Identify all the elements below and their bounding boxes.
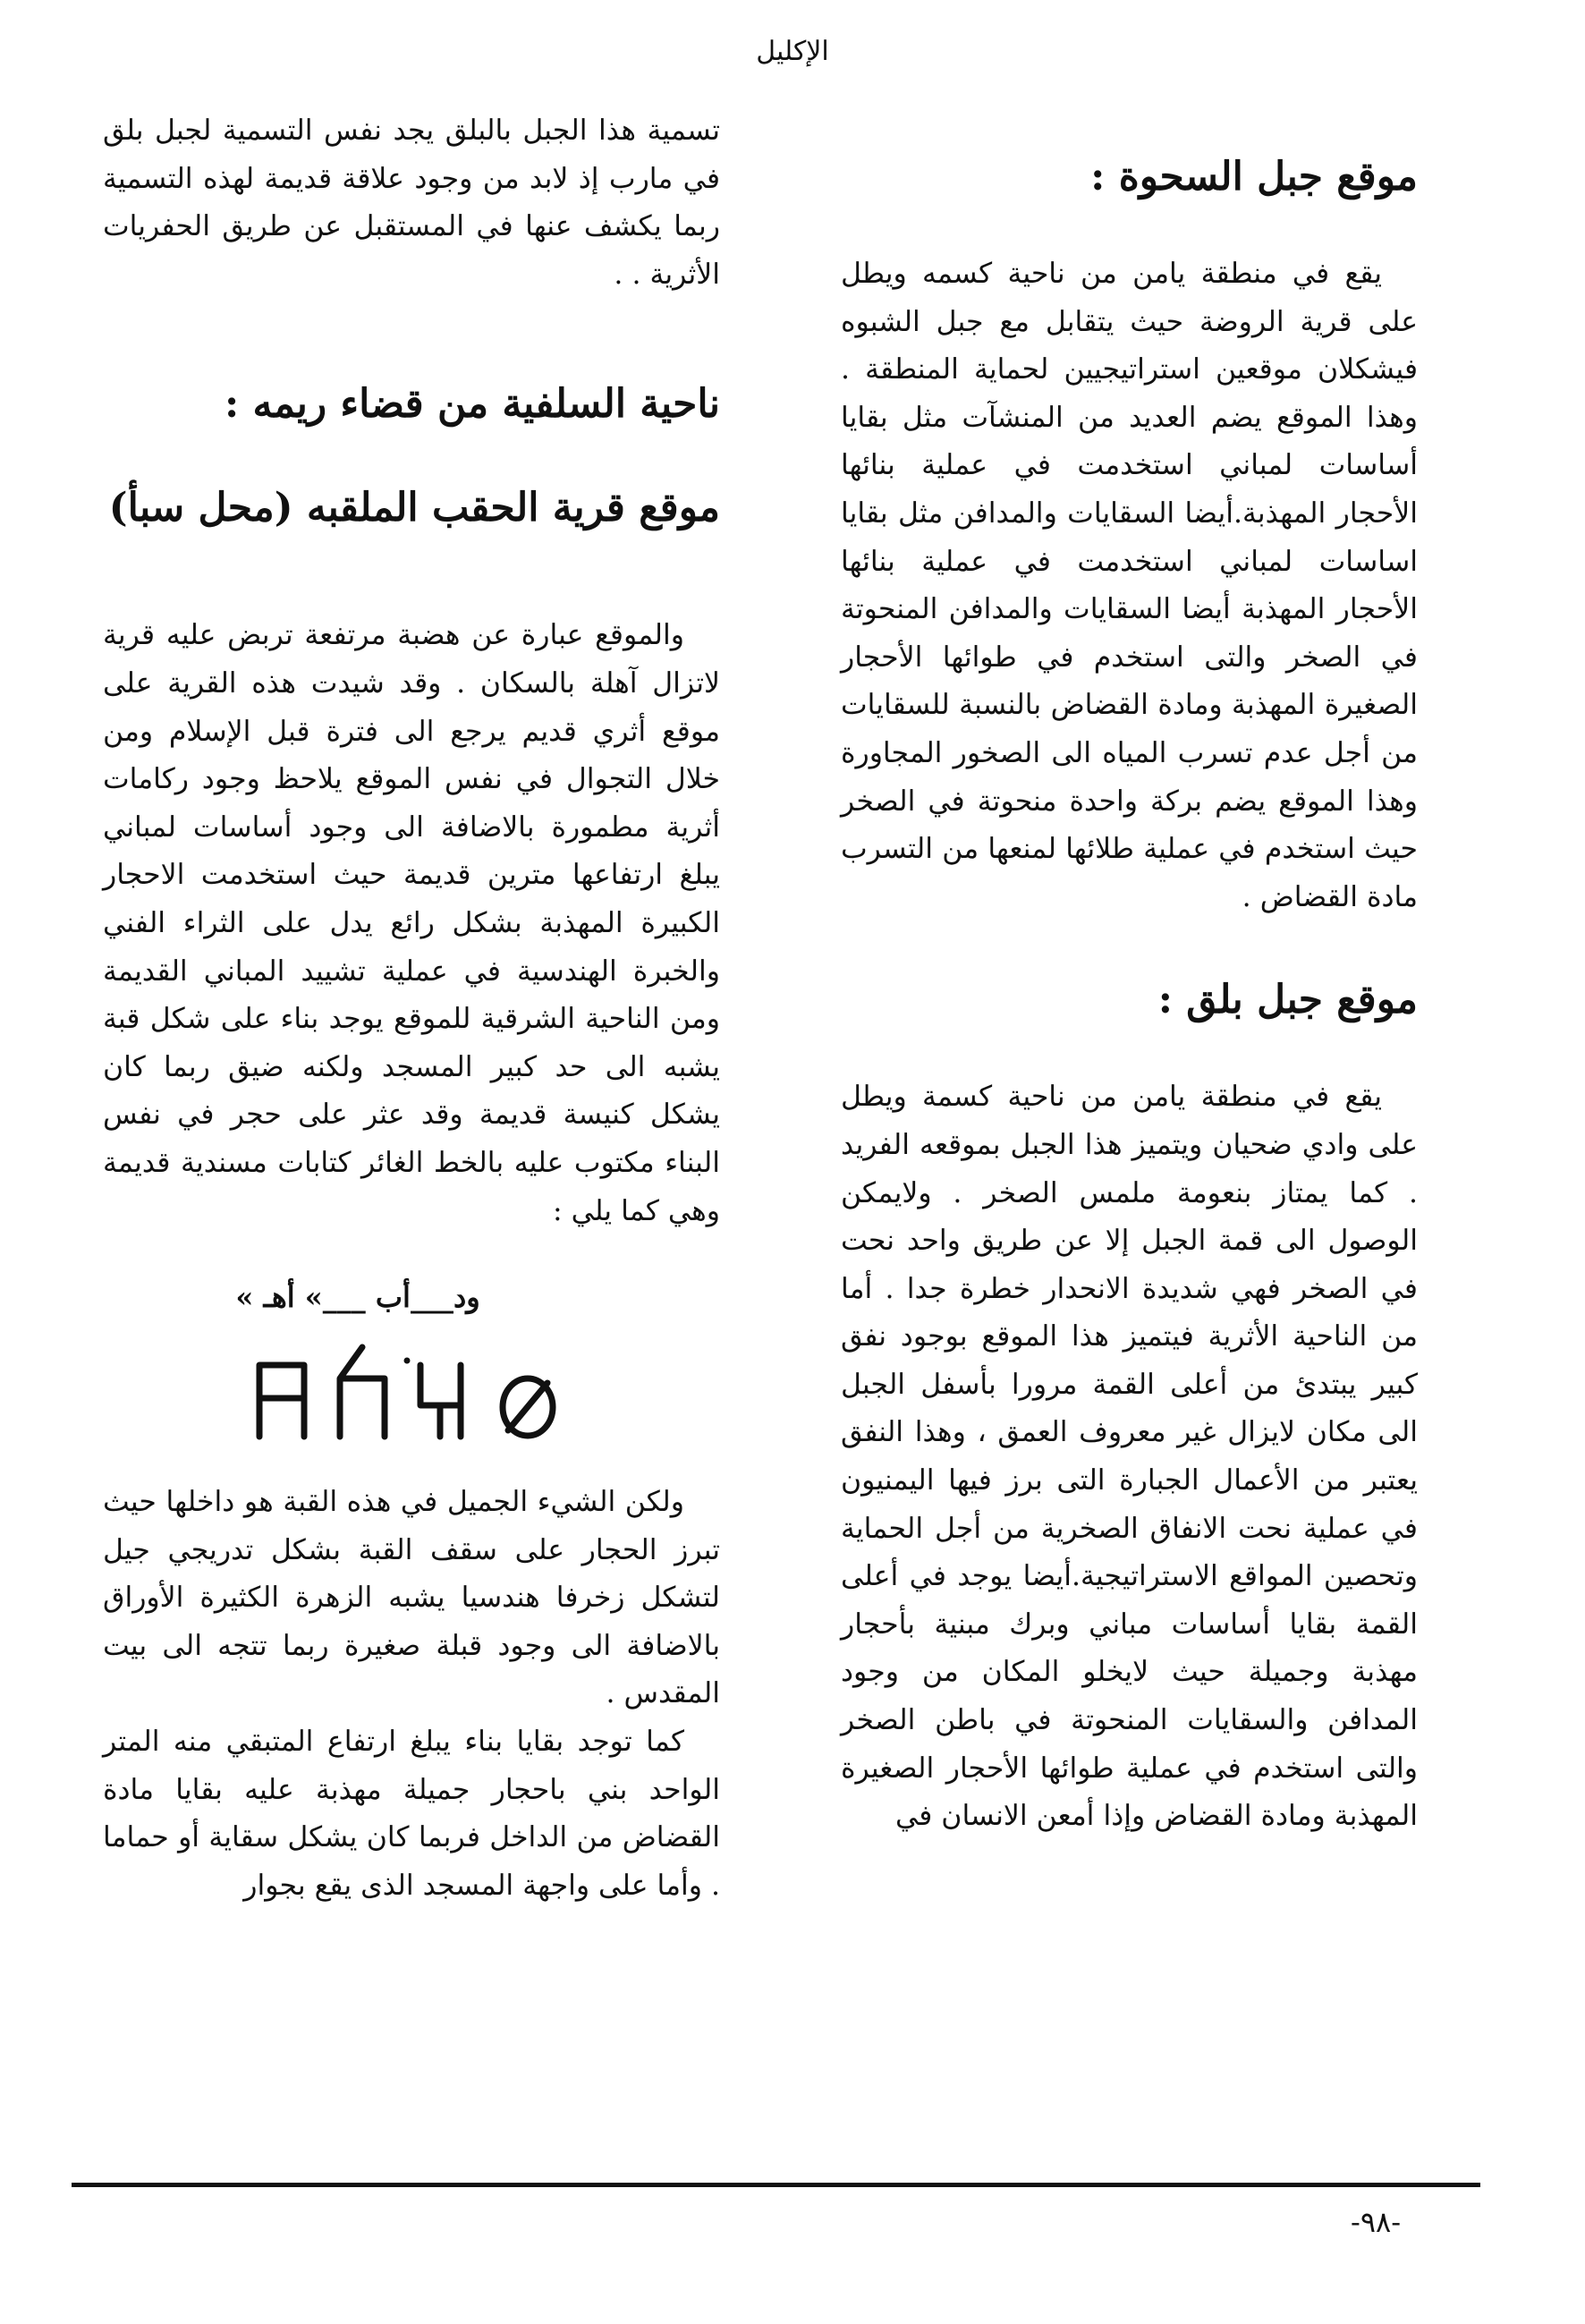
running-header: الإكليل	[756, 36, 829, 67]
inscription-glyph-2	[340, 1347, 407, 1437]
page-number: -٩٨-	[1351, 2205, 1401, 2239]
paragraph-balaq-continued: تسمية هذا الجبل بالبلق يجد نفس التسمية لجبل بلق في مارب إذ لابد من وجود علاقة قديمة لهذه التسمية ربما يكشف عنها في المستقبل عن طريق الحفريات الأثرية . .	[103, 115, 720, 291]
paragraph-balaq: يقع في منطقة يامن من ناحية كسمة ويطل على وادي ضحيان ويتميز هذا الجبل بموقعه الفريد . كما يمتاز بنعومة ملمس الصخر . ولايمكن الوصول الى قمة الجبل إلا عن طريق واحد نحت في الصخر فهي شديدة الانحدار خطرة جدا . أما من الناحية الأثرية فيتميز هذا الموقع بوجود نفق كبير يبتدئ من أعلى القمة مرورا بأسفل الجبل الى مكان لايزال غير معروف العمق ، وهذا النفق يعتبر من الأعمال الجبارة التى برز فيها اليمنيون في عملية نحت الانفاق الصخرية من أجل الحماية وتحصين المواقع الاستراتيجية.أيضا يوجد في أعلى القمة بقايا أساسات مباني وبرك مبنية بأحجار مهذبة وجميلة حيث لايخلو المكان من وجود المدافن والسقايات المنحوتة في باطن الصخر والتى استخدم في عملية طوائها الأحجار الصغيرة المهذبة ومادة القضاض وإذا أمعن الانسان في	[841, 1081, 1418, 1833]
paragraph-haqab: والموقع عبارة عن هضبة مرتفعة تربض عليه قرية لاتزال آهلة بالسكان . وقد شيدت هذه القرية على موقع أثري قديم يرجع الى فترة قبل الإسلام ومن خلال التجوال في نفس الموقع يلاحظ وجود ركامات أثرية مطمورة بالاضافة الى وجود أساسات لمباني يبلغ ارتفاعها مترين قديمة حيث استخدمت الاحجار الكبيرة المهذبة بشكل رائع يدل على الثراء الفني والخبرة الهندسية في عملية تشييد المباني القديمة ومن الناحية الشرقية للموقع يوجد بناء على شكل قبة يشبه الى حد كبير المسجد ولكنه ضيق ربما كان يشكل كنيسة قديمة وقد عثر على حجر في نفس البناء مكتوب عليه بالخط الغائر كتابات مسندية قديمة وهي كما يلي :	[103, 619, 720, 1227]
inscription-glyph-1	[259, 1365, 304, 1437]
footer-rule	[72, 2183, 1480, 2187]
heading-salafiya: ناحية السلفية من قضاء ريمه :	[225, 381, 720, 428]
musnad-inscription-image	[242, 1343, 581, 1450]
paragraph-building-remains: كما توجد بقايا بناء يبلغ ارتفاع المتبقي منه المتر الواحد بني باحجار جميلة مهذبة عليه بقايا مادة القضاض من الداخل فربما كان يشكل سقاية أو حماما . وأما على واجهة المسجد الذى يقع بجوار	[103, 1726, 720, 1902]
left-column	[103, 107, 720, 1910]
paragraph-dome-interior: ولكن الشيء الجميل في هذه القبة هو داخلها حيث تبرز الحجار على سقف القبة بشكل تدريجي جيل لتشكل زخرفا هندسيا يشبه الزهرة الكثيرة الأوراق بالاضافة الى وجود قبلة صغيرة ربما تتجه الى بيت المقدس .	[103, 1486, 720, 1710]
heading-sahwa: موقع جبل السحوة :	[1090, 154, 1418, 199]
inscription-glyph-3	[420, 1365, 461, 1437]
right-column	[841, 107, 1418, 1841]
heading-haqab-village: موقع قرية الحقب الملقبه (محل سبأ)	[108, 485, 720, 531]
inscription-transliteration: ود___أب ___» أهـ »	[235, 1280, 480, 1315]
paragraph-sahwa: يقع في منطقة يامن من ناحية كسمه ويطل على قرية الروضة حيث يتقابل مع جبل الشبوه فيشكلان موقعين استراتيجيين لحماية المنطقة . وهذا الموقع يضم العديد من المنشآت مثل بقايا أساسات لمباني استخدمت في عملية بنائها الأحجار المهذبة.أيضا السقايات والمدافن مثل بقايا اساسات لمباني استخدمت في عملية بنائها الأحجار المهذبة أيضا السقايات والمدافن المنحوتة في الصخر والتى استخدم في طوائها الأحجار الصغيرة المهذبة ومادة القضاض بالنسبة للسقايات من أجل عدم تسرب المياه الى الصخور المجاورة وهذا الموقع يضم بركة واحدة منحوتة في الصخر حيث استخدم في عملية طلائها لمنعها من التسرب مادة القضاض .	[841, 258, 1418, 913]
heading-balaq: موقع جبل بلق :	[1157, 977, 1418, 1023]
